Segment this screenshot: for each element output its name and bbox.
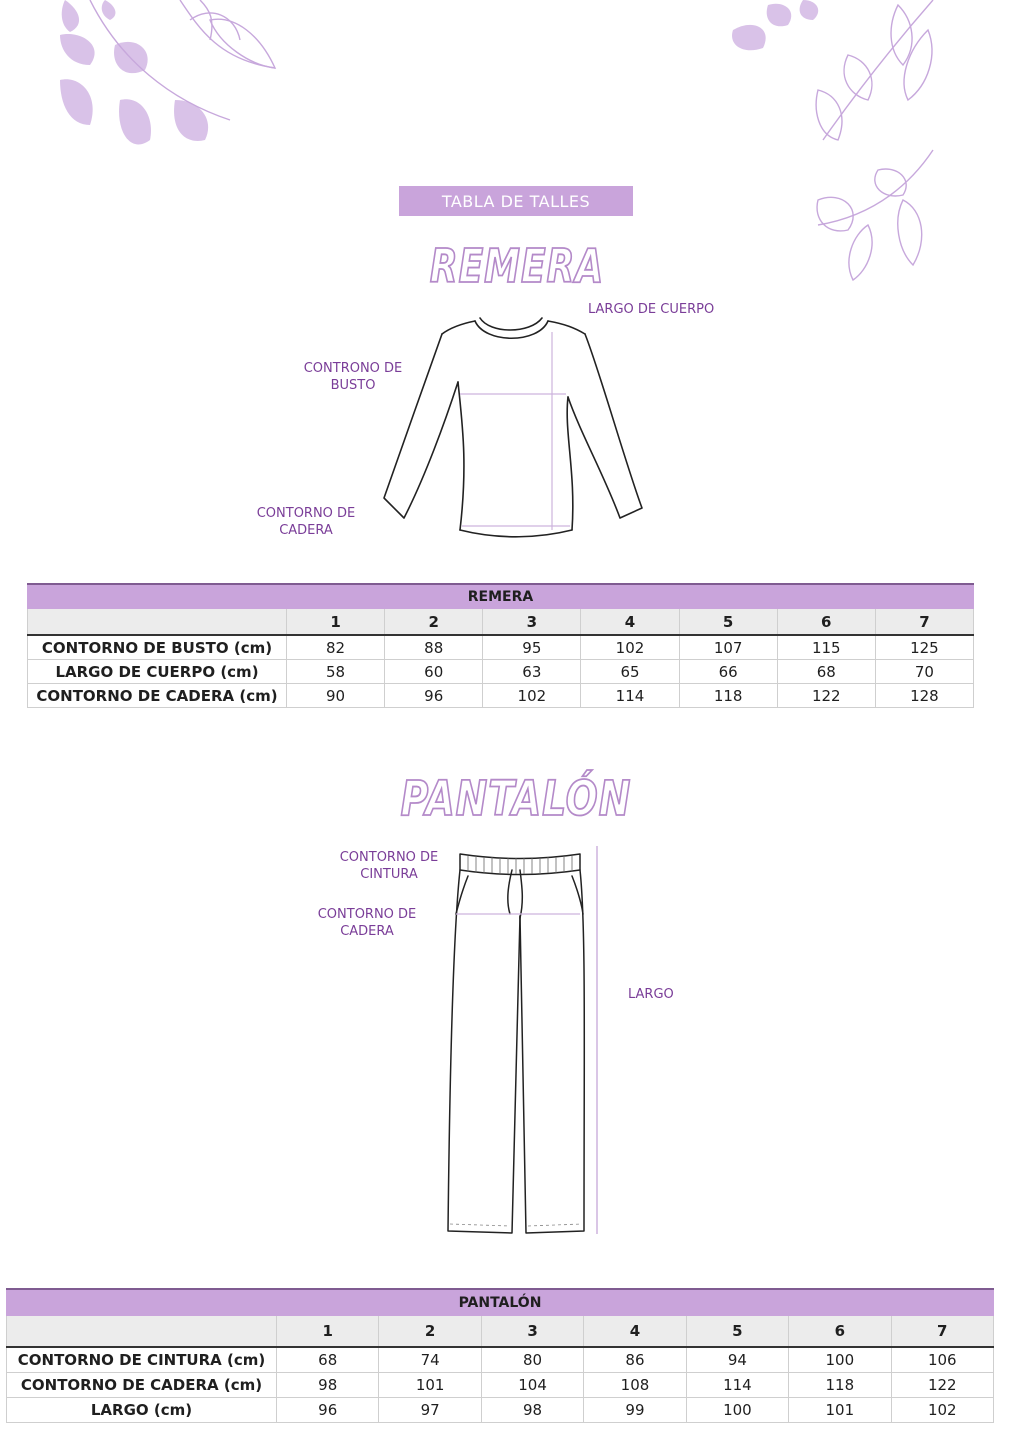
table-cell: 86 [584,1347,686,1373]
table-cell: 60 [385,660,483,684]
table-cell: 106 [891,1347,993,1373]
size-header: 7 [875,609,973,636]
table-cell: 94 [686,1347,788,1373]
size-header: 4 [581,609,679,636]
table-cell: 82 [287,635,385,660]
table-cell: 98 [277,1373,379,1398]
table-cell: 99 [584,1398,686,1423]
table-cell: 65 [581,660,679,684]
table-cell: 101 [379,1373,481,1398]
label-contorno-cadera-remera-line2: CADERA [279,523,333,538]
label-contorno-cadera-remera-line1: CONTORNO DE [256,506,356,521]
label-largo-de-cuerpo: LARGO DE CUERPO [588,302,715,317]
label-contorno-cadera-remera [250,505,362,539]
row-label: LARGO (cm) [7,1398,277,1423]
table-cell: 74 [379,1347,481,1373]
size-header: 1 [277,1316,379,1348]
label-contorno-cintura-line2: CINTURA [360,867,418,882]
label-contorno-busto-line1: CONTRONO DE [303,361,403,376]
size-header: 3 [481,1316,583,1348]
table-row [7,1373,994,1398]
remera-size-table [27,583,974,708]
table-cell: 63 [483,660,581,684]
label-contorno-cintura [334,849,444,883]
table-cell: 102 [581,635,679,660]
table-row [7,1398,994,1423]
remera-title: REMERA [429,240,605,294]
table-cell: 68 [777,660,875,684]
table-cell: 118 [679,684,777,708]
table-cell: 114 [686,1373,788,1398]
table-cell: 118 [789,1373,891,1398]
remera-illustration [380,312,650,544]
leaf-decoration-top-right [728,0,938,290]
table-cell: 122 [777,684,875,708]
size-header-blank [7,1316,277,1348]
table-cell: 96 [385,684,483,708]
row-label: CONTORNO DE CADERA (cm) [28,684,287,708]
table-cell: 122 [891,1373,993,1398]
remera-size-header-row [28,609,974,636]
size-header: 6 [789,1316,891,1348]
table-cell: 114 [581,684,679,708]
table-cell: 95 [483,635,581,660]
label-contorno-cadera-pantalon [312,906,422,940]
pantalon-size-header-row [7,1316,994,1348]
table-row [28,684,974,708]
label-contorno-cadera-pantalon-line2: CADERA [340,924,394,939]
table-cell: 97 [379,1398,481,1423]
size-header: 2 [379,1316,481,1348]
pantalon-table-title: PANTALÓN [7,1289,994,1316]
table-row [28,660,974,684]
size-header: 6 [777,609,875,636]
size-header: 1 [287,609,385,636]
pantalon-title: PANTALÓN [400,770,632,827]
size-header: 7 [891,1316,993,1348]
remera-table-title: REMERA [28,584,974,609]
table-cell: 88 [385,635,483,660]
pantalon-table-title-row [7,1289,994,1316]
table-cell: 98 [481,1398,583,1423]
table-row [28,635,974,660]
label-contorno-busto-line2: BUSTO [330,378,376,393]
table-cell: 107 [679,635,777,660]
row-label: CONTORNO DE CINTURA (cm) [7,1347,277,1373]
table-cell: 90 [287,684,385,708]
table-cell: 128 [875,684,973,708]
label-contorno-cadera-pantalon-line1: CONTORNO DE [317,907,417,922]
table-cell: 96 [277,1398,379,1423]
table-cell: 101 [789,1398,891,1423]
table-cell: 115 [777,635,875,660]
table-cell: 108 [584,1373,686,1398]
size-header: 3 [483,609,581,636]
table-cell: 70 [875,660,973,684]
row-label: CONTORNO DE BUSTO (cm) [28,635,287,660]
table-cell: 68 [277,1347,379,1373]
pantalon-size-table [6,1288,994,1423]
largo-measure-line [592,846,602,1236]
size-header: 2 [385,609,483,636]
remera-table-title-row [28,584,974,609]
table-cell: 66 [679,660,777,684]
table-cell: 80 [481,1347,583,1373]
size-header: 5 [686,1316,788,1348]
row-label: LARGO DE CUERPO (cm) [28,660,287,684]
table-cell: 102 [891,1398,993,1423]
table-cell: 125 [875,635,973,660]
size-header: 5 [679,609,777,636]
pantalon-illustration [440,846,610,1240]
label-contorno-cintura-line1: CONTORNO DE [339,850,439,865]
row-label: CONTORNO DE CADERA (cm) [7,1373,277,1398]
leaf-decoration-top-left [60,0,290,160]
table-cell: 104 [481,1373,583,1398]
table-cell: 100 [686,1398,788,1423]
size-chart-banner: TABLA DE TALLES [399,186,633,216]
table-row [7,1347,994,1373]
size-header-blank [28,609,287,636]
table-cell: 102 [483,684,581,708]
table-cell: 100 [789,1347,891,1373]
size-header: 4 [584,1316,686,1348]
label-largo: LARGO [628,987,674,1002]
table-cell: 58 [287,660,385,684]
